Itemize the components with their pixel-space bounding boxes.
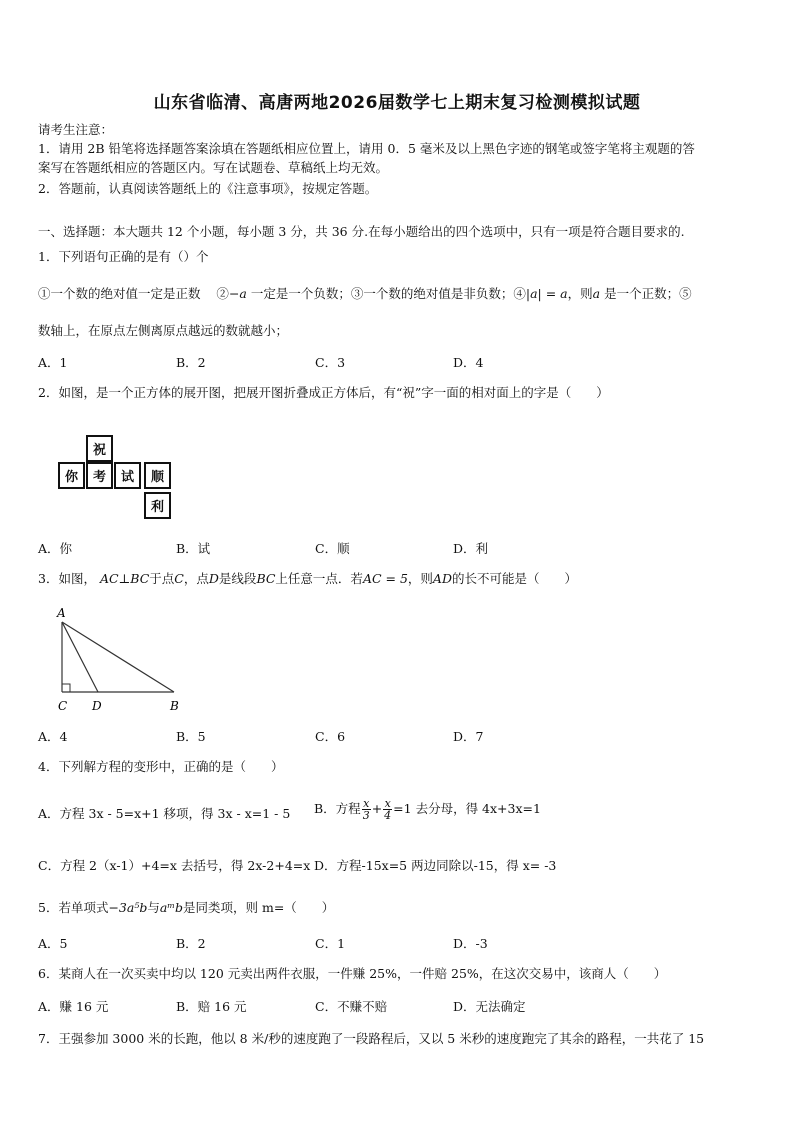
math-bc: BC — [256, 571, 276, 586]
q3-text-6: ，则 — [407, 571, 433, 586]
q3-text-7: 的长不可能是（ ） — [451, 571, 577, 586]
option-b[interactable]: B．赔 16 元 — [176, 999, 247, 1014]
option-d[interactable]: D．无法确定 — [453, 999, 526, 1014]
fraction-numerator: x — [363, 797, 370, 810]
math-neg-a: −a — [228, 286, 247, 301]
option-d[interactable]: D．-3 — [453, 936, 488, 951]
segment-ab — [62, 622, 174, 692]
option-c[interactable]: C．1 — [315, 936, 346, 951]
fraction-x-over-4 — [383, 798, 392, 821]
notice-heading: 请考生注意： — [38, 122, 114, 137]
option-a[interactable]: A．1 — [38, 355, 68, 370]
question-2-stem: 2．如图，是一个正方体的展开图，把展开图折叠成正方体后，有“祝”字一面的相对面上的字是（ ） — [38, 385, 609, 400]
statement-1: ①一个数的绝对值一定是正数 — [38, 286, 201, 301]
question-1-statement-5: 数轴上，在原点左侧离原点越远的数就越小； — [38, 323, 289, 338]
question-1-stem: 1．下列语句正确的是有（）个 — [38, 249, 209, 264]
cube-net-figure — [56, 435, 186, 525]
question-3-stem — [38, 571, 577, 587]
label-d: D — [92, 699, 102, 713]
option-c[interactable]: C．6 — [315, 729, 346, 744]
math-monomial-1: −3a⁵b — [108, 900, 148, 915]
q4b-prefix: B．方程 — [314, 801, 361, 816]
fraction-denominator: 3 — [362, 809, 370, 822]
net-cell-zhu: 祝 — [86, 435, 113, 462]
question-4-stem: 4．下列解方程的变形中，正确的是（ ） — [38, 759, 284, 774]
plus-sign: + — [371, 801, 383, 816]
label-a: A — [57, 606, 66, 620]
q3-text-3: ，点 — [183, 571, 209, 586]
question-1-statements — [38, 286, 692, 302]
option-a[interactable]: A．5 — [38, 936, 68, 951]
option-c[interactable]: C．顺 — [315, 541, 350, 556]
q5-text-2: 与 — [147, 900, 160, 915]
math-abs-a: |a| = a — [525, 286, 568, 301]
statement-4-end: 是一个正数；⑤ — [604, 286, 692, 301]
fraction-denominator: 4 — [384, 809, 392, 822]
q5-text-3: 是同类项，则 m=（ ） — [183, 900, 335, 915]
option-d[interactable]: D．4 — [453, 355, 484, 370]
option-a[interactable]: A．赚 16 元 — [38, 999, 109, 1014]
net-cell-li: 利 — [144, 492, 171, 519]
math-a: a — [592, 286, 601, 301]
option-b[interactable]: B．2 — [176, 936, 206, 951]
math-d: D — [208, 571, 219, 586]
q3-text-4: 是线段 — [218, 571, 257, 586]
notice-item-2: 2．答题前，认真阅读答题纸上的《注意事项》，按规定答题。 — [38, 181, 378, 196]
math-ac-eq-5: AC = 5 — [362, 571, 408, 586]
question-5-stem — [38, 900, 334, 916]
math-monomial-2: aᵐb — [159, 900, 183, 915]
option-b[interactable]: B．2 — [176, 355, 206, 370]
triangle-figure — [48, 604, 188, 716]
page-title: 山东省临清、高唐两地2026届数学七上期末复习检测模拟试题 — [153, 93, 641, 113]
notice-item-1-line-2: 案写在答题纸相应的答题区内。写在试题卷、草稿纸上均无效。 — [38, 160, 389, 175]
question-7-stem: 7．王强参加 3000 米的长跑，他以 8 米/秒的速度跑了一段路程后，又以 5 米秒的速度跑完了其余的路程，一共花了 15 — [38, 1031, 705, 1046]
math-c: C — [174, 571, 184, 586]
segment-ad — [62, 622, 98, 692]
question-4-option-c[interactable]: C．方程 2（x-1）+4=x 去括号，得 2x-2+4=x — [38, 858, 311, 873]
option-d[interactable]: D．利 — [453, 541, 489, 556]
q3-text-1: 3．如图， — [38, 571, 96, 586]
q3-text-5: 上任意一点．若 — [275, 571, 363, 586]
question-4-option-d[interactable]: D．方程-15x=5 两边同除以-15，得 x= -3 — [314, 858, 557, 873]
option-a[interactable]: A．你 — [38, 541, 73, 556]
math-ac-perp-bc: AC⊥BC — [99, 571, 150, 586]
option-a[interactable]: A．4 — [38, 729, 68, 744]
question-6-stem: 6．某商人在一次买卖中均以 120 元卖出两件衣服，一件赚 25%，一件赔 25%，在这次交易中，该商人（ ） — [38, 966, 667, 981]
section-heading: 一、选择题：本大题共 12 个小题，每小题 3 分，共 36 分.在每小题给出的四个选项中，只有一项是符合题目要求的. — [38, 224, 685, 239]
option-d[interactable]: D．7 — [453, 729, 484, 744]
label-c: C — [58, 699, 68, 713]
q4b-suffix: =1 去分母，得 4x+3x=1 — [393, 801, 541, 816]
fraction-numerator: x — [384, 797, 391, 810]
option-b[interactable]: B．试 — [176, 541, 211, 556]
net-cell-shi: 试 — [114, 462, 141, 489]
statement-2-prefix: ② — [216, 286, 229, 301]
q3-text-2: 于点 — [149, 571, 175, 586]
net-cell-ni: 你 — [58, 462, 85, 489]
net-cell-kao: 考 — [86, 462, 113, 489]
fraction-x-over-3 — [362, 798, 371, 821]
option-c[interactable]: C．不赚不赔 — [315, 999, 388, 1014]
option-b[interactable]: B．5 — [176, 729, 206, 744]
right-angle-mark — [62, 684, 70, 692]
statement-2-3-text: 一定是一个负数；③一个数的绝对值是非负数；④ — [250, 286, 526, 301]
statement-4-text: ，则 — [567, 286, 593, 301]
q5-text-1: 5．若单项式 — [38, 900, 109, 915]
question-4-option-a[interactable]: A．方程 3x - 5=x+1 移项，得 3x - x=1 - 5 — [38, 806, 291, 821]
notice-item-1-line-1: 1．请用 2B 铅笔将选择题答案涂填在答题纸相应位置上，请用 0．5 毫米及以上黑色字迹的钢笔或签字笔将主观题的答 — [38, 141, 695, 156]
label-b: B — [170, 699, 179, 713]
math-ad: AD — [432, 571, 452, 586]
option-c[interactable]: C．3 — [315, 355, 346, 370]
question-4-option-b[interactable] — [314, 798, 541, 821]
net-cell-shun: 顺 — [144, 462, 171, 489]
